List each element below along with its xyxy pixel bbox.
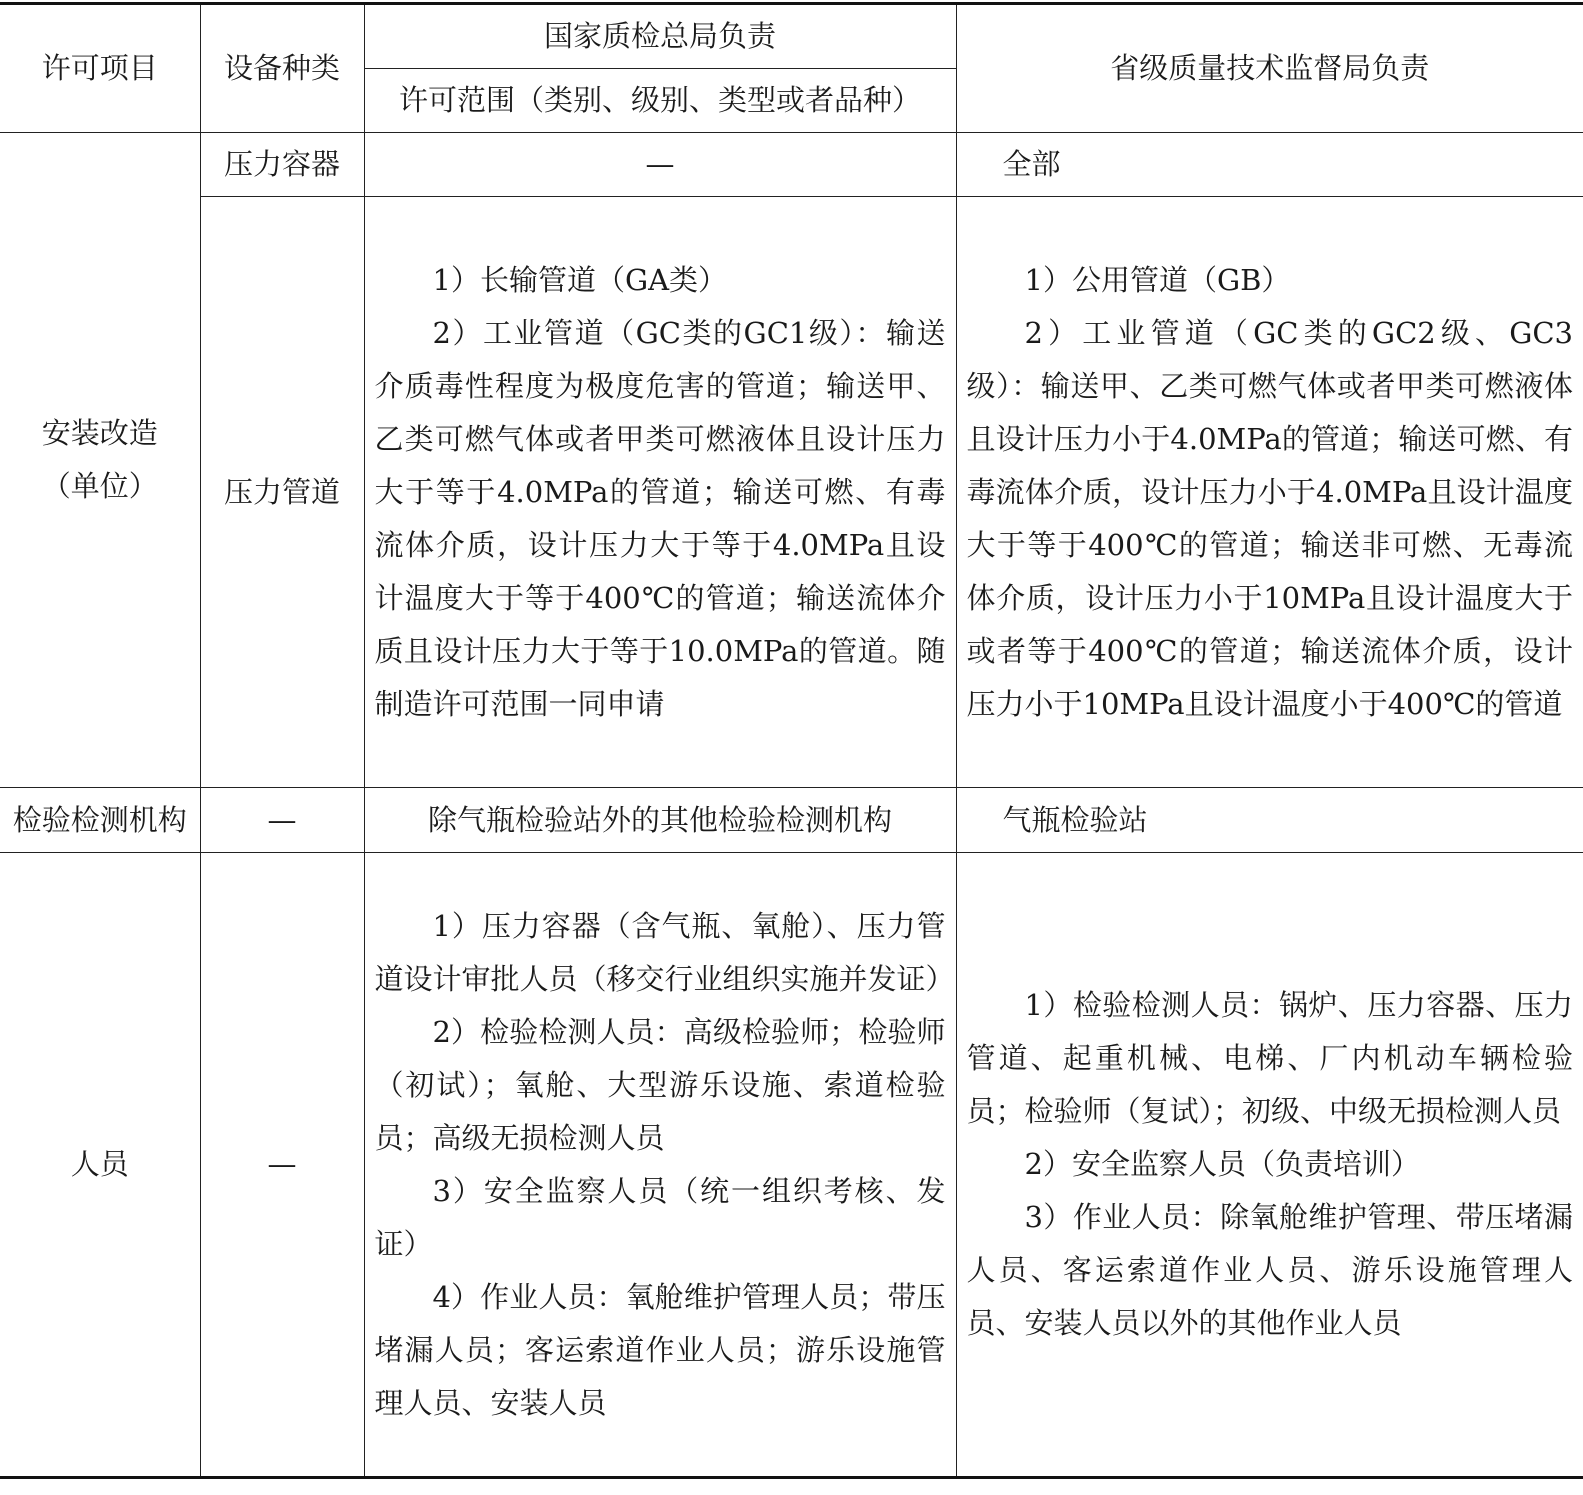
permit-table	[0, 2, 1583, 1479]
provincial-cell	[956, 853, 1583, 1478]
table-row	[0, 853, 1583, 1478]
paragraph: 1）检验检测人员：锅炉、压力容器、压力管道、起重机械、电梯、厂内机动车辆检验员；检验师（复试）；初级、中级无损检测人员	[966, 988, 1573, 1128]
national-cell	[364, 853, 956, 1478]
table-row	[0, 133, 1583, 197]
national-cell: 除气瓶检验站外的其他检验检测机构	[364, 788, 956, 853]
paragraph: 1）压力容器（含气瓶、氧舱）、压力管道设计审批人员（移交行业组织实施并发证）	[374, 908, 955, 996]
item-cell: 检验检测机构	[0, 788, 200, 853]
item-line: 安装改造	[41, 416, 158, 450]
provincial-cell: 全部	[956, 133, 1583, 197]
header-national-scope: 许可范围（类别、级别、类型或者品种）	[364, 69, 956, 133]
header-national: 国家质检总局负责	[364, 4, 956, 69]
paragraph: 3）安全监察人员（统一组织考核、发证）	[374, 1173, 946, 1261]
paragraph: 2）工业管道（GC类的GC2级、GC3级）：输送甲、乙类可燃气体或者甲类可燃液体且设计压力小于4.0MPa的管道；输送可燃、有毒流体介质，设计压力小于4.0MPa且设计温度大于等于400℃的管道；输送非可燃、无毒流体介质，设计压力小于10MPa且设计温度大于或者等于400℃的管道；输送流体介质，设计压力小于10MPa且设计温度小于400℃的管道	[966, 315, 1573, 721]
national-cell: —	[364, 133, 956, 197]
paragraph: 1）长输管道（GA类）	[432, 262, 728, 297]
paragraph: 2）工业管道（GC类的GC1级）：输送介质毒性程度为极度危害的管道；输送甲、乙类可燃气体或者甲类可燃液体且设计压力大于等于4.0MPa的管道；输送可燃、有毒流体介质，设计压力大于等于4.0MPa且设计温度大于等于400℃的管道；输送流体介质且设计压力大于等于10.0MPa的管道。随制造许可范围一同申请	[374, 315, 946, 721]
paragraph: 1）公用管道（GB）	[1024, 262, 1291, 297]
provincial-cell: 气瓶检验站	[956, 788, 1583, 853]
table-row	[0, 788, 1583, 853]
header-provincial: 省级质量技术监督局负责	[956, 4, 1583, 133]
device-cell: 压力管道	[200, 197, 364, 788]
provincial-cell	[956, 197, 1583, 788]
item-line: （单位）	[41, 469, 158, 503]
paragraph: 2）安全监察人员（负责培训）	[1024, 1147, 1420, 1181]
device-cell: —	[200, 788, 364, 853]
table-row	[0, 197, 1583, 788]
national-cell	[364, 197, 956, 788]
header-row	[0, 4, 1583, 69]
header-item: 许可项目	[0, 4, 200, 133]
header-device-type: 设备种类	[200, 4, 364, 133]
device-cell: 压力容器	[200, 133, 364, 197]
paragraph: 3）作业人员：除氧舱维护管理、带压堵漏人员、客运索道作业人员、游乐设施管理人员、安装人员以外的其他作业人员	[966, 1200, 1573, 1340]
paragraph: 2）检验检测人员：高级检验师；检验师（初试）；氧舱、大型游乐设施、索道检验员；高级无损检测人员	[374, 1014, 946, 1155]
item-cell: 人员	[0, 853, 200, 1478]
paragraph: 4）作业人员：氧舱维护管理人员；带压堵漏人员；客运索道作业人员；游乐设施管理人员、安装人员	[374, 1279, 946, 1420]
item-install-modify	[0, 133, 200, 788]
device-cell: —	[200, 853, 364, 1478]
